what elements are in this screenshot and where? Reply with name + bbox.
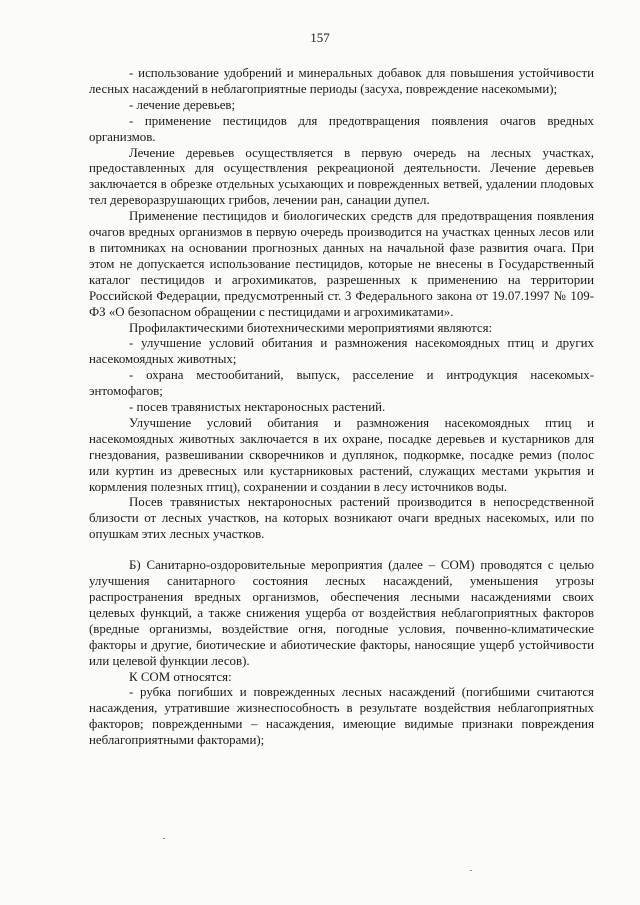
paragraph: - улучшение условий обитания и размножения насекомоядных птиц и других насекомоядных животных; [89, 336, 594, 367]
paragraph: Профилактическими биотехническими мероприятиями являются: [129, 320, 493, 335]
paragraph: - охрана местообитаний, выпуск, расселение и интродукция насекомых-энтомофагов; [89, 368, 594, 399]
paragraph: - рубка погибших и поврежденных лесных насаждений (погибшими считаются насаждения, утратившие жизнеспособность в результате воздействия неблагоприятных факторов; поврежденными – насаждения, имеющие видимые признаки повреждения неблагоприятными факторами); [89, 685, 594, 748]
paragraph: Посев травянистых нектароносных растений производится в непосредственной близости от лесных участков, на которых возникают очаги вредных насекомых, или по опушкам этих лесных участков. [89, 495, 594, 542]
scan-speck [163, 838, 165, 839]
paragraph: Применение пестицидов и биологических средств для предотвращения появления очагов вредных организмов в первую очередь производится на участках ценных лесов или в питомниках на основании прогнозных данных на начальной фазе развития очага. При этом не допускается использование пестицидов, которые не внесены в Государственный каталог пестицидов и агрохимикатов, разрешенных к применению на территории Российской Федерации, предусмотренный ст. 3 Федерального закона от 19.07.1997 № 109-ФЗ «О безопасном обращении с пестицидами и агрохимикатами». [89, 209, 594, 319]
paragraph: - лечение деревьев; [129, 97, 236, 112]
paragraph: Б) Санитарно-оздоровительные мероприятия (далее – СОМ) проводятся с целью улучшения санитарного состояния лесных насаждений, уменьшения угрозы распространения вредных организмов, обеспечения лесными насаждениями своих целевых функций, а также снижения ущерба от воздействия неблагоприятных факторов (вредные организмы, воздействие огня, погодные условия, почвенно-климатические факторы и другие, биотические и абиотические факторы, наносящие ущерб устойчивости или целевой функции лесов). [89, 558, 594, 668]
scan-speck [470, 870, 472, 871]
paragraph: - посев травянистых нектароносных растений. [129, 400, 386, 415]
paragraph: - использование удобрений и минеральных добавок для повышения устойчивости лесных насаждений в неблагоприятные периоды (засуха, повреждение насекомыми); [89, 66, 594, 96]
paragraph: К СОМ относятся: [129, 669, 232, 684]
page-number: 157 [310, 30, 330, 45]
page-body [89, 66, 594, 749]
paragraph: Улучшение условий обитания и размножения насекомоядных птиц и насекомоядных животных заключается в их охране, посадке деревьев и кустарников для гнездования, развешивании скворечников и дуплянок, подкормке, посадке ремиз (полос или куртин из древесных или кустарниковых растений, служащих местами укрытия и кормления полезных птиц), сохранении и создании в лесу источников воды. [89, 415, 594, 494]
paragraph: - применение пестицидов для предотвращения появления очагов вредных организмов. [89, 113, 594, 144]
paragraph: Лечение деревьев осуществляется в первую очередь на лесных участках, предоставленных для осуществления рекреационой деятельности. Лечение деревьев заключается в обрезке отдельных усыхающих и поврежденных ветвей, удалении плодовых тел дереворазрушающих грибов, лечении ран, санации дупел. [89, 145, 594, 208]
